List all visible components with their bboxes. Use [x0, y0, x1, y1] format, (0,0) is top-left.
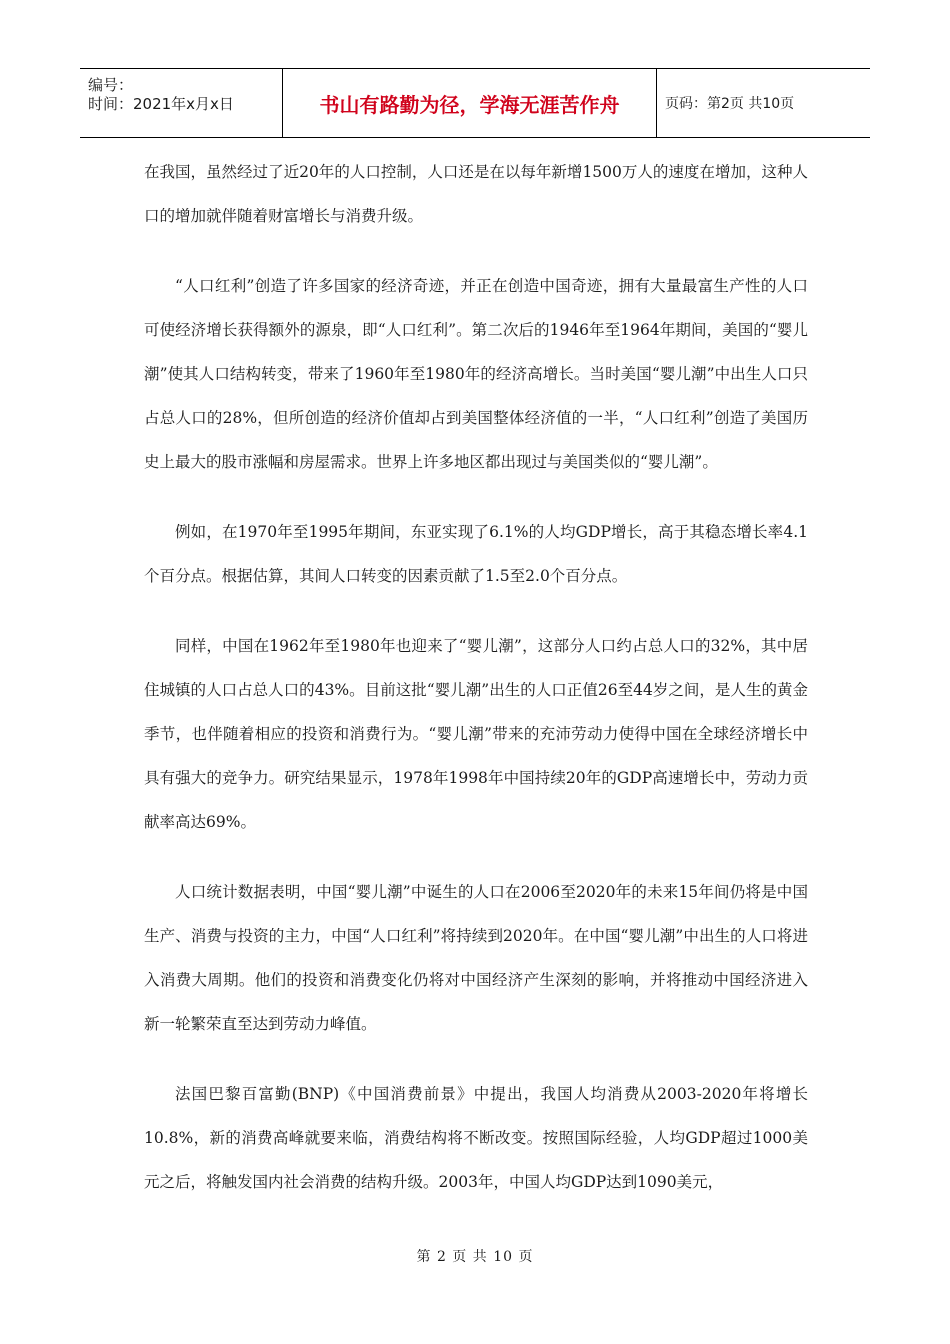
header-meta [80, 69, 282, 137]
document-number-label: 编号： [88, 76, 134, 94]
paragraph-2: “人口红利”创造了许多国家的经济奇迹，并正在创造中国奇迹，拥有大量最富生产性的人口可使经济增长获得额外的源泉，即“人口红利”。第二次后的1946年至1964年期间，美国的“婴儿潮”使其人口结构转变，带来了1960年至1980年的经济高增长。当时美国“婴儿潮”中出生人口只占总人口的28%，但所创造的经济价值却占到美国整体经济值的一半，“人口红利”创造了美国历史上最大的股市涨幅和房屋需求。世界上许多地区都出现过与美国类似的“婴儿潮”。 [144, 277, 808, 471]
paragraph-6: 法国巴黎百富勤(BNP)《中国消费前景》中提出，我国人均消费从2003-2020年将增长10.8%，新的消费高峰就要来临，消费结构将不断改变。按照国际经验，人均GDP超过1000美元之后，将触发国内社会消费的结构升级。2003年，中国人均GDP达到1090美元， [144, 1085, 808, 1191]
document-body [144, 150, 808, 1230]
paragraph-3: 例如，在1970年至1995年期间，东亚实现了6.1%的人均GDP增长，高于其稳态增长率4.1个百分点。根据估算，其间人口转变的因素贡献了1.5至2.0个百分点。 [144, 523, 808, 585]
header-motto: 书山有路勤为径，学海无涯苦作舟 [282, 69, 657, 137]
page-footer: 第 2 页 共 10 页 [416, 1249, 534, 1265]
paragraph-5: 人口统计数据表明，中国“婴儿潮”中诞生的人口在2006至2020年的未来15年间仍将是中国生产、消费与投资的主力，中国“人口红利”将持续到2020年。在中国“婴儿潮”中出生的人口将进入消费大周期。他们的投资和消费变化仍将对中国经济产生深刻的影响，并将推动中国经济进入新一轮繁荣直至达到劳动力峰值。 [144, 883, 808, 1033]
paragraph-1: 在我国，虽然经过了近20年的人口控制，人口还是在以每年新增1500万人的速度在增加，这种人口的增加就伴随着财富增长与消费升级。 [144, 163, 808, 225]
paragraph-4: 同样，中国在1962年至1980年也迎来了“婴儿潮”，这部分人口约占总人口的32%，其中居住城镇的人口占总人口的43%。目前这批“婴儿潮”出生的人口正值26至44岁之间，是人生的黄金季节，也伴随着相应的投资和消费行为。“婴儿潮”带来的充沛劳动力使得中国在全球经济增长中具有强大的竞争力。研究结果显示，1978年1998年中国持续20年的GDP高速增长中，劳动力贡献率高达69%。 [144, 637, 808, 831]
page-header [80, 68, 870, 138]
header-page-info: 页码：第2页 共10页 [665, 96, 795, 112]
document-time-label: 时间：2021年x月x日 [88, 95, 234, 113]
